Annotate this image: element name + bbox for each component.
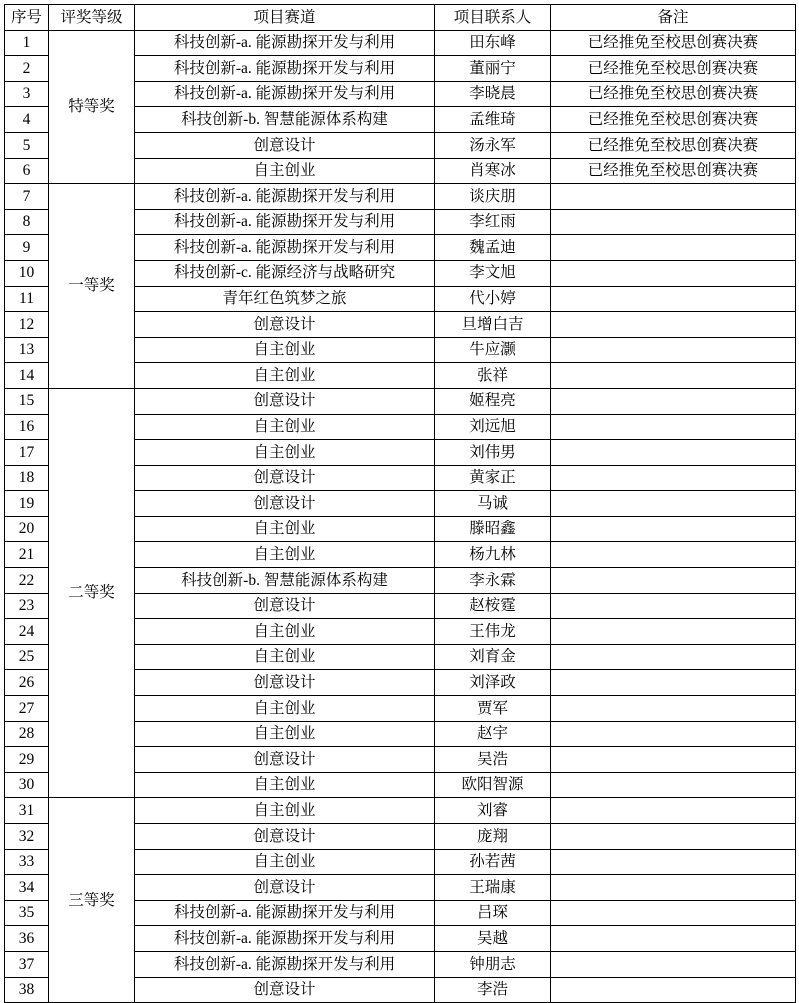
cell-remark bbox=[551, 465, 796, 491]
cell-contact: 杨九林 bbox=[435, 542, 551, 568]
cell-track: 科技创新-b. 智慧能源体系构建 bbox=[135, 107, 435, 133]
cell-contact: 魏孟迪 bbox=[435, 235, 551, 261]
cell-contact: 张祥 bbox=[435, 363, 551, 389]
cell-track: 自主创业 bbox=[135, 619, 435, 645]
cell-index: 32 bbox=[5, 824, 49, 850]
cell-remark bbox=[551, 235, 796, 261]
cell-track: 科技创新-a. 能源勘探开发与利用 bbox=[135, 926, 435, 952]
cell-index: 4 bbox=[5, 107, 49, 133]
cell-index: 23 bbox=[5, 593, 49, 619]
cell-track: 自主创业 bbox=[135, 696, 435, 722]
cell-index: 33 bbox=[5, 849, 49, 875]
cell-track: 自主创业 bbox=[135, 414, 435, 440]
cell-contact: 肖寒冰 bbox=[435, 158, 551, 184]
cell-remark bbox=[551, 312, 796, 338]
cell-contact: 李红雨 bbox=[435, 209, 551, 235]
cell-index: 3 bbox=[5, 81, 49, 107]
cell-remark bbox=[551, 977, 796, 1003]
cell-index: 5 bbox=[5, 132, 49, 158]
column-header-track: 项目赛道 bbox=[135, 5, 435, 31]
cell-remark bbox=[551, 440, 796, 466]
cell-index: 12 bbox=[5, 312, 49, 338]
cell-remark: 已经推免至校思创赛决赛 bbox=[551, 132, 796, 158]
cell-contact: 马诚 bbox=[435, 491, 551, 517]
cell-contact: 田东峰 bbox=[435, 30, 551, 56]
cell-contact: 汤永军 bbox=[435, 132, 551, 158]
cell-contact: 刘泽政 bbox=[435, 670, 551, 696]
column-header-level: 评奖等级 bbox=[49, 5, 135, 31]
cell-remark: 已经推免至校思创赛决赛 bbox=[551, 107, 796, 133]
cell-award-level: 二等奖 bbox=[49, 388, 135, 798]
cell-contact: 李永霖 bbox=[435, 568, 551, 594]
cell-contact: 赵宇 bbox=[435, 721, 551, 747]
cell-track: 自主创业 bbox=[135, 158, 435, 184]
cell-remark bbox=[551, 951, 796, 977]
cell-track: 科技创新-a. 能源勘探开发与利用 bbox=[135, 184, 435, 210]
cell-index: 6 bbox=[5, 158, 49, 184]
cell-remark bbox=[551, 542, 796, 568]
cell-remark bbox=[551, 619, 796, 645]
cell-index: 18 bbox=[5, 465, 49, 491]
cell-award-level: 一等奖 bbox=[49, 184, 135, 389]
cell-track: 自主创业 bbox=[135, 542, 435, 568]
cell-remark bbox=[551, 926, 796, 952]
table-body bbox=[5, 30, 796, 1003]
cell-index: 29 bbox=[5, 747, 49, 773]
cell-contact: 牛应灏 bbox=[435, 337, 551, 363]
cell-remark bbox=[551, 286, 796, 312]
cell-contact: 李浩 bbox=[435, 977, 551, 1003]
cell-remark bbox=[551, 670, 796, 696]
table-header bbox=[5, 5, 796, 31]
cell-index: 16 bbox=[5, 414, 49, 440]
cell-index: 37 bbox=[5, 951, 49, 977]
cell-remark: 已经推免至校思创赛决赛 bbox=[551, 158, 796, 184]
cell-remark: 已经推免至校思创赛决赛 bbox=[551, 56, 796, 82]
cell-contact: 欧阳智源 bbox=[435, 772, 551, 798]
cell-track: 科技创新-a. 能源勘探开发与利用 bbox=[135, 235, 435, 261]
cell-index: 19 bbox=[5, 491, 49, 517]
cell-index: 9 bbox=[5, 235, 49, 261]
cell-remark bbox=[551, 900, 796, 926]
cell-track: 科技创新-a. 能源勘探开发与利用 bbox=[135, 209, 435, 235]
cell-track: 自主创业 bbox=[135, 644, 435, 670]
cell-remark bbox=[551, 516, 796, 542]
cell-contact: 代小婷 bbox=[435, 286, 551, 312]
cell-track: 创意设计 bbox=[135, 388, 435, 414]
cell-track: 创意设计 bbox=[135, 747, 435, 773]
cell-track: 科技创新-a. 能源勘探开发与利用 bbox=[135, 951, 435, 977]
cell-remark bbox=[551, 849, 796, 875]
cell-remark bbox=[551, 491, 796, 517]
cell-contact: 贾军 bbox=[435, 696, 551, 722]
cell-track: 创意设计 bbox=[135, 312, 435, 338]
cell-remark: 已经推免至校思创赛决赛 bbox=[551, 81, 796, 107]
cell-remark bbox=[551, 363, 796, 389]
cell-track: 创意设计 bbox=[135, 491, 435, 517]
cell-index: 28 bbox=[5, 721, 49, 747]
cell-contact: 吴越 bbox=[435, 926, 551, 952]
cell-track: 创意设计 bbox=[135, 132, 435, 158]
cell-track: 自主创业 bbox=[135, 772, 435, 798]
cell-index: 20 bbox=[5, 516, 49, 542]
cell-track: 科技创新-a. 能源勘探开发与利用 bbox=[135, 81, 435, 107]
cell-contact: 王瑞康 bbox=[435, 875, 551, 901]
cell-remark bbox=[551, 721, 796, 747]
cell-remark bbox=[551, 337, 796, 363]
cell-index: 14 bbox=[5, 363, 49, 389]
cell-index: 30 bbox=[5, 772, 49, 798]
cell-contact: 吕琛 bbox=[435, 900, 551, 926]
cell-track: 科技创新-b. 智慧能源体系构建 bbox=[135, 568, 435, 594]
cell-contact: 滕昭鑫 bbox=[435, 516, 551, 542]
header-row bbox=[5, 5, 796, 31]
cell-contact: 刘育金 bbox=[435, 644, 551, 670]
cell-index: 21 bbox=[5, 542, 49, 568]
cell-index: 2 bbox=[5, 56, 49, 82]
cell-track: 科技创新-a. 能源勘探开发与利用 bbox=[135, 56, 435, 82]
cell-track: 青年红色筑梦之旅 bbox=[135, 286, 435, 312]
cell-contact: 李晓晨 bbox=[435, 81, 551, 107]
cell-remark bbox=[551, 209, 796, 235]
cell-track: 创意设计 bbox=[135, 593, 435, 619]
cell-contact: 董丽宁 bbox=[435, 56, 551, 82]
cell-track: 创意设计 bbox=[135, 824, 435, 850]
table-row bbox=[5, 184, 796, 210]
cell-track: 自主创业 bbox=[135, 440, 435, 466]
cell-remark: 已经推免至校思创赛决赛 bbox=[551, 30, 796, 56]
cell-index: 25 bbox=[5, 644, 49, 670]
cell-index: 10 bbox=[5, 260, 49, 286]
cell-remark bbox=[551, 388, 796, 414]
award-results-table bbox=[4, 4, 796, 1003]
cell-remark bbox=[551, 414, 796, 440]
cell-index: 24 bbox=[5, 619, 49, 645]
cell-index: 27 bbox=[5, 696, 49, 722]
cell-remark bbox=[551, 184, 796, 210]
cell-contact: 孙若茜 bbox=[435, 849, 551, 875]
cell-track: 科技创新-a. 能源勘探开发与利用 bbox=[135, 30, 435, 56]
cell-contact: 刘伟男 bbox=[435, 440, 551, 466]
cell-index: 34 bbox=[5, 875, 49, 901]
cell-index: 26 bbox=[5, 670, 49, 696]
cell-contact: 王伟龙 bbox=[435, 619, 551, 645]
cell-contact: 姬程亮 bbox=[435, 388, 551, 414]
cell-contact: 庞翔 bbox=[435, 824, 551, 850]
cell-index: 17 bbox=[5, 440, 49, 466]
column-header-index: 序号 bbox=[5, 5, 49, 31]
cell-track: 创意设计 bbox=[135, 670, 435, 696]
cell-track: 自主创业 bbox=[135, 516, 435, 542]
cell-remark bbox=[551, 568, 796, 594]
cell-index: 15 bbox=[5, 388, 49, 414]
cell-track: 自主创业 bbox=[135, 798, 435, 824]
cell-index: 7 bbox=[5, 184, 49, 210]
cell-contact: 孟维琦 bbox=[435, 107, 551, 133]
cell-remark bbox=[551, 644, 796, 670]
cell-contact: 李文旭 bbox=[435, 260, 551, 286]
cell-remark bbox=[551, 696, 796, 722]
cell-index: 22 bbox=[5, 568, 49, 594]
cell-track: 自主创业 bbox=[135, 849, 435, 875]
cell-contact: 谈庆朋 bbox=[435, 184, 551, 210]
table-row bbox=[5, 30, 796, 56]
cell-index: 13 bbox=[5, 337, 49, 363]
column-header-remark: 备注 bbox=[551, 5, 796, 31]
cell-contact: 刘远旭 bbox=[435, 414, 551, 440]
cell-track: 创意设计 bbox=[135, 875, 435, 901]
cell-remark bbox=[551, 747, 796, 773]
cell-index: 35 bbox=[5, 900, 49, 926]
cell-award-level: 特等奖 bbox=[49, 30, 135, 184]
cell-track: 科技创新-a. 能源勘探开发与利用 bbox=[135, 900, 435, 926]
cell-contact: 刘睿 bbox=[435, 798, 551, 824]
cell-contact: 钟朋志 bbox=[435, 951, 551, 977]
cell-track: 创意设计 bbox=[135, 465, 435, 491]
cell-award-level: 三等奖 bbox=[49, 798, 135, 1003]
cell-contact: 旦增白吉 bbox=[435, 312, 551, 338]
cell-track: 创意设计 bbox=[135, 977, 435, 1003]
cell-contact: 吴浩 bbox=[435, 747, 551, 773]
cell-track: 科技创新-c. 能源经济与战略研究 bbox=[135, 260, 435, 286]
table-row bbox=[5, 388, 796, 414]
cell-index: 8 bbox=[5, 209, 49, 235]
table-row bbox=[5, 798, 796, 824]
cell-track: 自主创业 bbox=[135, 721, 435, 747]
cell-index: 36 bbox=[5, 926, 49, 952]
cell-remark bbox=[551, 772, 796, 798]
column-header-contact: 项目联系人 bbox=[435, 5, 551, 31]
cell-contact: 赵桉霆 bbox=[435, 593, 551, 619]
cell-track: 自主创业 bbox=[135, 363, 435, 389]
cell-remark bbox=[551, 824, 796, 850]
cell-remark bbox=[551, 593, 796, 619]
cell-index: 1 bbox=[5, 30, 49, 56]
cell-remark bbox=[551, 260, 796, 286]
cell-index: 38 bbox=[5, 977, 49, 1003]
cell-index: 31 bbox=[5, 798, 49, 824]
cell-index: 11 bbox=[5, 286, 49, 312]
cell-contact: 黄家正 bbox=[435, 465, 551, 491]
cell-remark bbox=[551, 875, 796, 901]
cell-remark bbox=[551, 798, 796, 824]
cell-track: 自主创业 bbox=[135, 337, 435, 363]
